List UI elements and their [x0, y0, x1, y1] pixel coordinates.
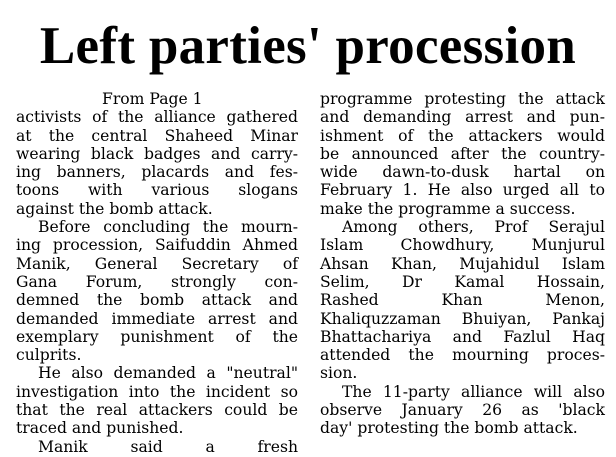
- text-line: Rashed Khan Menon,: [320, 291, 605, 310]
- text-line: be announced after the country-: [320, 144, 605, 163]
- text-line: make the programme a success.: [320, 199, 576, 218]
- text-line: toons with various slogans: [16, 181, 298, 200]
- text-line: day' protesting the bomb attack.: [320, 419, 578, 438]
- text-line: attended the mourning proces-: [320, 346, 605, 365]
- text-line: February 1. He also urged all to: [320, 181, 605, 200]
- text-line: activists of the alliance gathered: [16, 108, 298, 127]
- article-column-left: [16, 90, 298, 456]
- text-line: sion.: [320, 364, 358, 383]
- text-line: demned the bomb attack and: [16, 291, 298, 310]
- text-line: Islam Chowdhury, Munjurul: [320, 236, 605, 255]
- text-line: culprits.: [16, 346, 82, 365]
- text-line: and demanding arrest and pun-: [320, 108, 605, 127]
- text-line: Manik, General Secretary of: [16, 254, 298, 273]
- text-line: that the real attackers could be: [16, 401, 298, 420]
- text-line: Ahsan Khan, Mujahidul Islam: [320, 254, 605, 273]
- text-line: ishment of the attackers would: [320, 126, 605, 145]
- text-line: demanded immediate arrest and: [16, 309, 298, 328]
- text-line: wide dawn-to-dusk hartal on: [320, 163, 605, 182]
- text-line: Bhattachariya and Fazlul Haq: [320, 327, 605, 346]
- article-column-right: [320, 90, 605, 438]
- text-line: Manik said a fresh: [38, 437, 298, 456]
- text-line: Before concluding the mourn-: [38, 218, 298, 237]
- text-line: at the central Shaheed Minar: [16, 126, 298, 145]
- text-line: traced and punished.: [16, 419, 184, 438]
- text-line: investigation into the incident so: [16, 382, 298, 401]
- text-line: programme protesting the attack: [320, 90, 605, 108]
- text-line: He also demanded a "neutral": [38, 364, 298, 383]
- text-line: ing procession, Saifuddin Ahmed: [16, 236, 298, 255]
- text-line: Gana Forum, strongly con-: [16, 272, 298, 291]
- text-line: Among others, Prof Serajul: [342, 218, 605, 237]
- text-line: Khaliquzzaman Bhuiyan, Pankaj: [320, 309, 605, 328]
- text-line: against the bomb attack.: [16, 199, 213, 218]
- text-line: ing banners, placards and fes-: [16, 163, 298, 182]
- text-line: Selim, Dr Kamal Hossain,: [320, 272, 605, 291]
- headline: Left parties' procession: [39, 17, 577, 75]
- text-line: observe January 26 as 'black: [320, 401, 605, 420]
- text-line: wearing black badges and carry-: [16, 144, 298, 163]
- text-line: The 11-party alliance will also: [342, 382, 605, 401]
- text-line: exemplary punishment of the: [16, 327, 298, 346]
- text-line: From Page 1: [102, 90, 203, 108]
